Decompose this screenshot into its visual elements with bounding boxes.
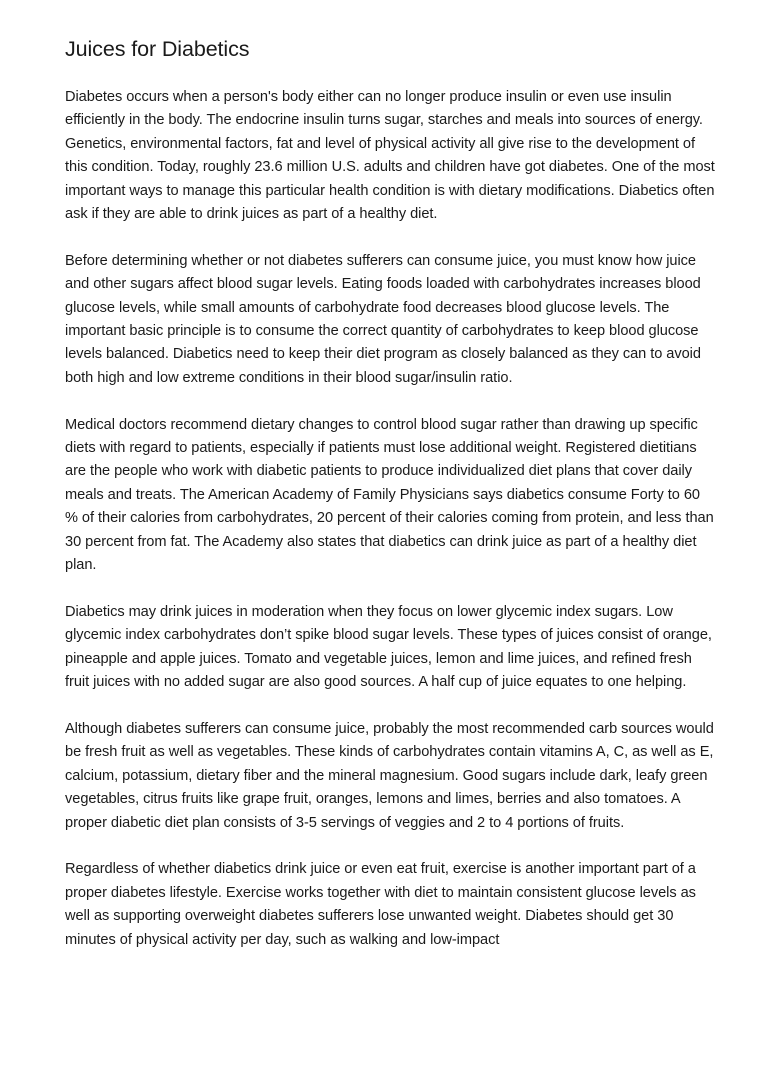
document-title: Juices for Diabetics	[65, 37, 250, 61]
document-page	[65, 34, 715, 975]
paragraph: Before determining whether or not diabetes sufferers can consume juice, you must know how juice and other sugars affect blood sugar levels. Eating foods loaded with carbohydrates increases blood glucose levels, while small amounts of carbohydrate food decreases blood glucose levels. The important basic principle is to consume the correct quantity of carbohydrates to keep blood glucose levels balanced. Diabetics need to keep their diet program as closely balanced as they can to avoid both high and low extreme conditions in their blood sugar/insulin ratio.	[65, 252, 701, 386]
paragraph: Regardless of whether diabetics drink juice or even eat fruit, exercise is another important part of a proper diabetes lifestyle. Exercise works together with diet to maintain consistent glucose levels as well as supporting overweight diabetes sufferers lose unwanted weight. Diabetes should get 30 minutes of physical activity per day, such as walking and low-impact	[65, 861, 696, 948]
paragraph: Medical doctors recommend dietary changes to control blood sugar rather than drawing up specific diets with regard to patients, especially if patients must lose additional weight. Registered dietitians are the people who work with diabetic patients to produce individualized diet plans that cover daily meals and treats. The American Academy of Family Physicians says diabetics consume Forty to 60 % of their calories from carbohydrates, 20 percent of their calories coming from protein, and less than 30 percent from fat. The Academy also states that diabetics can drink juice as part of a healthy diet plan.	[65, 416, 714, 574]
paragraph: Diabetics may drink juices in moderation when they focus on lower glycemic index sugars. Low glycemic index carbohydrates don’t spike blood sugar levels. These types of juices consist of orange, pineapple and apple juices. Tomato and vegetable juices, lemon and lime juices, and refined fresh fruit juices with no added sugar are also good sources. A half cup of juice equates to one helping.	[65, 603, 712, 691]
paragraph: Diabetes occurs when a person's body either can no longer produce insulin or even use insulin efficiently in the body. The endocrine insulin turns sugar, starches and meals into sources of energy. Genetics, environmental factors, fat and level of physical activity all give rise to the development of this condition. Today, roughly 23.6 million U.S. adults and children have got diabetes. One of the most important ways to manage this particular health condition is with dietary modifications. Diabetics often ask if they are able to drink juices as part of a healthy diet.	[65, 89, 715, 223]
paragraph: Although diabetes sufferers can consume juice, probably the most recommended carb sources would be fresh fruit as well as vegetables. These kinds of carbohydrates contain vitamins A, C, as well as E, calcium, potassium, dietary fiber and the mineral magnesium. Good sugars include dark, leafy green vegetables, citrus fruits like grape fruit, oranges, lemons and limes, berries and also tomatoes. A proper diabetic diet plan consists of 3-5 servings of veggies and 2 to 4 portions of fruits.	[65, 720, 714, 831]
